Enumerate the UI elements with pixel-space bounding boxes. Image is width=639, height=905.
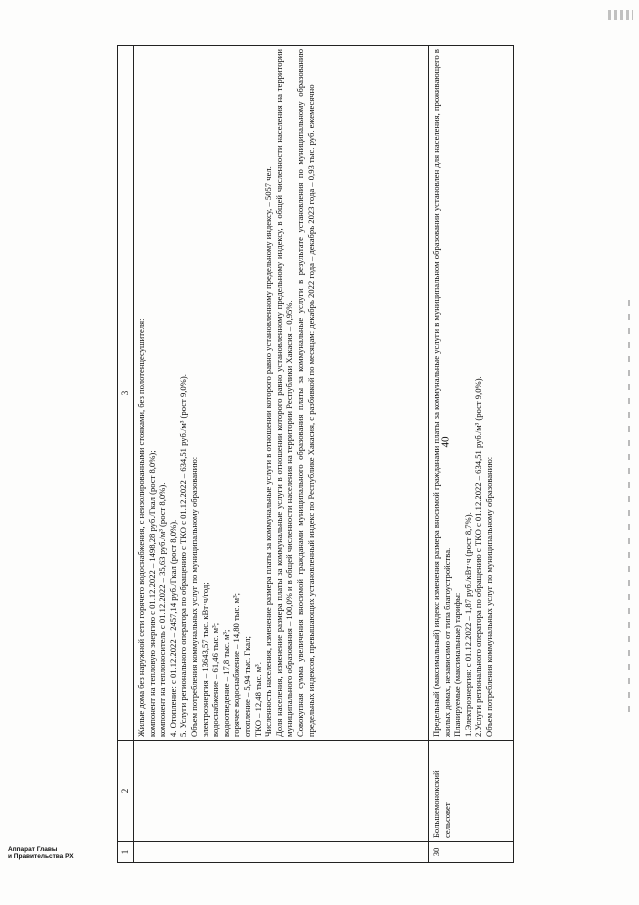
text-line: отопление – 5,94 тыс. Гкал;	[241, 636, 252, 737]
text-line: Объем потребления коммунальных услуг по муниципальному образованию:	[188, 456, 199, 737]
text-line: компонент на теплоноситель с 01.12.2022 – 35,63 руб./м³ (рост 8,0%).	[157, 482, 168, 737]
text-line: ТКО – 12,48 тыс. м³.	[252, 662, 263, 737]
text-line: Планируемые (максимальные) тарифы:	[452, 592, 463, 737]
row-description	[134, 46, 429, 741]
text-line: 4. Отопление: с 01.12.2022 – 2457,14 руб./Гкал (рост 8,0%).	[167, 519, 178, 737]
text-line: Доля населения, изменение размера платы за коммунальные услуги в отношении которого равно установленному предельному индексу, в общей численности населения на территории муниципального образования – 100,0% и в общей численности населения на территории Республики Хакасия – 0,95%.	[273, 49, 295, 737]
municipality-name: Большемонокский сельсовет	[429, 741, 514, 842]
text-line: электроэнергия – 13643,57 тыс. кВт·ч/год;	[199, 582, 210, 737]
table-row	[134, 46, 429, 863]
stamp-line-2: и Правительства РХ	[8, 853, 74, 860]
text-line: водоснабжение – 61,46 тыс. м³;	[210, 622, 221, 737]
text-line: Жилые дома без наружной сети горячего водоснабжения, с неизолированными стояками, без полотенцесушителя:	[136, 318, 146, 737]
stamp	[8, 846, 74, 860]
row-number	[134, 842, 429, 863]
rotated-table-container	[117, 45, 507, 863]
text-line: компонент на тепловую энергию с 01.12.2022 – 1498,28 руб./Гкал (рост 8,0%);	[146, 450, 157, 737]
row-description	[429, 46, 514, 741]
header-col-3: 3	[118, 46, 134, 741]
text-line: 1.Электроэнергия: с 01.12.2022 – 1,87 руб./кВт·ч (рост 8,7%).	[462, 512, 473, 737]
stamp-line-1: Аппарат Главы	[8, 846, 58, 853]
scan-edge-artifact	[628, 300, 630, 720]
municipality-name	[134, 741, 429, 842]
text-line: Предельный (максимальный) индекс изменения размера вносимой гражданами платы за коммунальные услуги в муниципальном образовании установлен для населения, проживающего в жилых домах, независимо от типа благоустройства.	[431, 49, 452, 737]
text-line: 5. Услуги регионального оператора по обращению с ТКО с 01.12.2022 – 634,51 руб./м³ (рост 9,0%).	[178, 374, 189, 737]
header-col-2: 2	[118, 741, 134, 842]
tariff-table	[117, 45, 514, 863]
page-number: 40	[439, 436, 452, 448]
text-line: водоотведение – 17,8 тыс. м³;	[220, 629, 231, 737]
table-row	[429, 46, 514, 863]
scan-artifact	[608, 10, 633, 20]
text-line: горячее водоснабжение – 14,80 тыс. м³;	[231, 592, 242, 737]
text-line: Объем потребления коммунальных услуг по муниципальному образованию:	[483, 456, 494, 737]
text-line: Совокупная сумма увеличения вносимой гражданами муниципального образования платы за коммунальные услуги в результате установления по муниципальному образованию предельных индексов, превышающих установленный индекс по Республике Хакасия, с разбивкой по месяцам: декабрь 2022 года – декабрь 2023 года – 0,93 тыс. руб. ежемесячно	[294, 49, 316, 737]
table-header-row	[118, 46, 134, 863]
text-line: 2.Услуги регионального оператора по обращению с ТКО с 01.12.2022 – 634,51 руб./м³ (рост 9,0%).	[473, 376, 484, 737]
header-col-1: 1	[118, 842, 134, 863]
row-number: 30	[429, 842, 514, 863]
text-line: Численность населения, изменение размера платы за коммунальные услуги в отношении которого равно установленному предельному индексу, – 5057 чел.	[263, 166, 274, 737]
